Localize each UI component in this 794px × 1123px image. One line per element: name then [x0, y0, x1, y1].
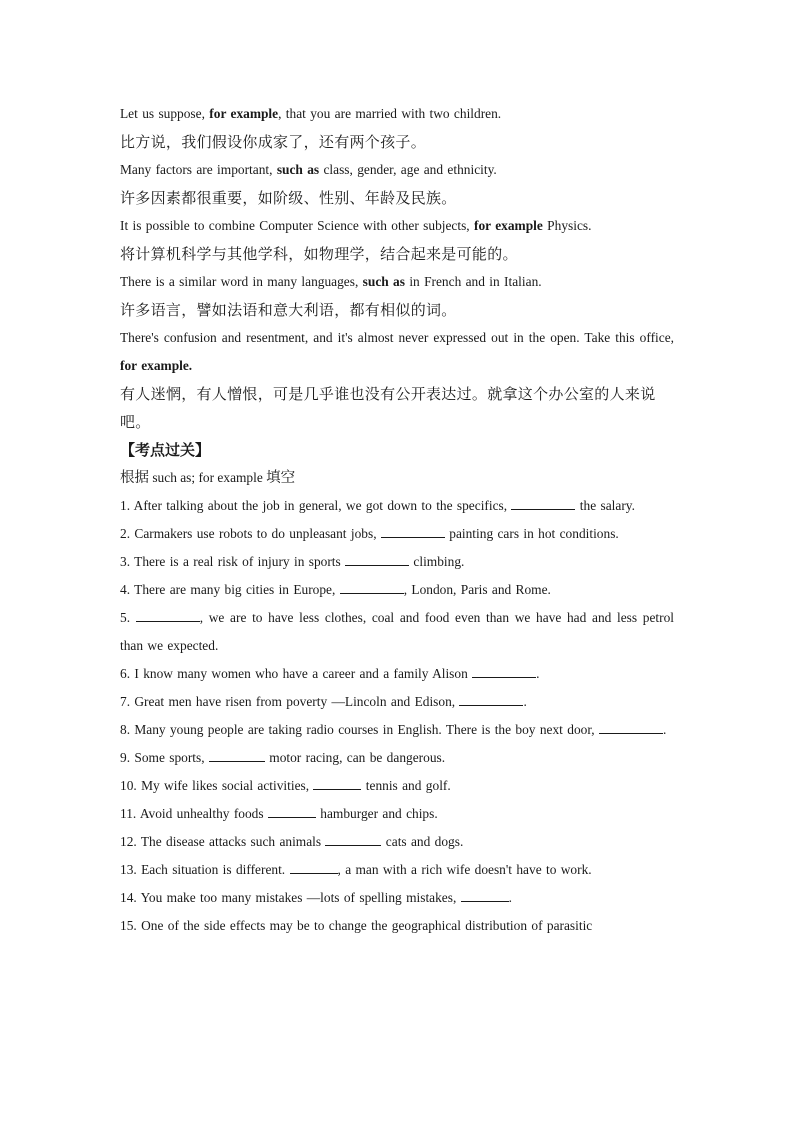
answer-blank[interactable] — [268, 803, 316, 818]
answer-blank[interactable] — [290, 859, 338, 874]
example-translation-zh: 许多语言，譬如法语和意大利语，都有相似的词。 — [120, 301, 457, 319]
exercise-text: 9. Some sports, — [120, 750, 209, 765]
exercise-text: the salary. — [575, 498, 635, 513]
exercise-text: . — [536, 666, 540, 681]
exercise-text: 2. Carmakers use robots to do unpleasant jobs, — [120, 526, 381, 541]
exercise-text: 1. After talking about the job in general, we got down to the specifics, — [120, 498, 512, 513]
exercise-text: 7. Great men have risen from poverty —Lincoln and Edison, — [120, 694, 460, 709]
exercise-text: tennis and golf. — [361, 778, 451, 793]
text-span: There's confusion and resentment, and it's almost never expressed out in the open. Take this office, — [120, 330, 674, 345]
keyword: for example — [209, 106, 279, 121]
keyword: for example. — [120, 358, 193, 373]
example-sentence-en — [120, 100, 674, 128]
answer-blank[interactable] — [313, 775, 361, 790]
exercise-text: , a man with a rich wife doesn't have to work. — [337, 862, 592, 877]
exercise-item — [120, 492, 674, 520]
example-sentence-en — [120, 324, 674, 380]
document-page — [120, 100, 674, 940]
exercise-item — [120, 576, 674, 604]
example-sentence-en — [120, 156, 674, 184]
text-span: Physics. — [542, 218, 592, 233]
exercise-text: . — [662, 722, 667, 737]
exercise-text: . — [523, 694, 527, 709]
keyword: such as — [276, 162, 320, 177]
instruction-suffix: 填空 — [266, 470, 296, 486]
text-span: Let us suppose, — [120, 106, 210, 121]
answer-blank[interactable] — [209, 747, 265, 762]
exercise-text: cats and dogs. — [381, 834, 464, 849]
exercise-text: , we are to have less clothes, coal and food even than we have had and less petrol than we expected. — [120, 610, 675, 653]
text-span: Many factors are important, — [120, 162, 277, 177]
example-translation-zh: 有人迷惘，有人憎恨，可是几乎谁也没有公开表达过。就拿这个办公室的人来说吧。 — [120, 385, 656, 431]
exercise-text: . — [508, 890, 513, 905]
exercise-text: 11. Avoid unhealthy foods — [120, 806, 268, 821]
keyword: for example — [474, 218, 543, 233]
exercise-text: 6. I know many women who have a career and a family Alison — [120, 666, 473, 681]
instruction-words: such as; for example — [149, 470, 267, 485]
exercise-text: 4. There are many big cities in Europe, — [120, 582, 340, 597]
example-translation-zh: 许多因素都很重要，如阶级、性别、年龄及民族。 — [120, 189, 457, 207]
exercise-item — [120, 604, 674, 660]
exercise-item — [120, 716, 674, 744]
exercise-text: hamburger and chips. — [315, 806, 438, 821]
answer-blank[interactable] — [461, 887, 509, 902]
example-translation-zh: 将计算机科学与其他学科，如物理学，结合起来是可能的。 — [120, 245, 518, 263]
answer-blank[interactable] — [459, 691, 523, 706]
exercise-text: 12. The disease attacks such animals — [120, 834, 326, 849]
exercise-text: 3. There is a real risk of injury in sports — [120, 554, 346, 569]
answer-blank[interactable] — [340, 579, 404, 594]
exercise-item — [120, 772, 674, 800]
exercise-text: 15. One of the side effects may be to change the geographical distribution of parasitic — [120, 918, 593, 933]
exercise-instruction — [120, 464, 674, 492]
exercise-item — [120, 660, 674, 688]
exercise-text: 13. Each situation is different. — [120, 862, 290, 877]
exercise-item — [120, 744, 674, 772]
exercise-text: climbing. — [409, 554, 465, 569]
answer-blank[interactable] — [325, 831, 381, 846]
exercise-item — [120, 688, 674, 716]
text-span: There is a similar word in many languages, — [120, 274, 363, 289]
text-span: It is possible to combine Computer Science with other subjects, — [120, 218, 475, 233]
text-span: class, gender, age and ethnicity. — [319, 162, 497, 177]
answer-blank[interactable] — [511, 495, 575, 510]
exercise-item — [120, 800, 674, 828]
exercise-text: 14. You make too many mistakes —lots of spelling mistakes, — [120, 890, 461, 905]
exercise-text: 8. Many young people are taking radio courses in English. There is the boy next door, — [120, 722, 599, 737]
instruction-prefix: 根据 — [120, 470, 149, 486]
answer-blank[interactable] — [472, 663, 536, 678]
exercise-item — [120, 520, 674, 548]
text-span: in French and in Italian. — [404, 274, 542, 289]
keyword: such as — [362, 274, 405, 289]
section-heading: 【考点过关】 — [120, 441, 211, 459]
exercise-text: motor racing, can be dangerous. — [264, 750, 446, 765]
exercise-item — [120, 548, 674, 576]
exercise-item — [120, 828, 674, 856]
answer-blank[interactable] — [599, 719, 663, 734]
answer-blank[interactable] — [136, 607, 200, 622]
example-sentence-en — [120, 212, 674, 240]
answer-blank[interactable] — [381, 523, 445, 538]
exercise-text: painting cars in hot conditions. — [444, 526, 619, 541]
exercise-text: 5. — [120, 610, 136, 625]
example-sentence-en — [120, 268, 674, 296]
exercise-item — [120, 884, 674, 912]
exercise-text: 10. My wife likes social activities, — [120, 778, 314, 793]
example-translation-zh: 比方说，我们假设你成家了，还有两个孩子。 — [120, 133, 427, 151]
exercise-item — [120, 856, 674, 884]
text-span: , that you are married with two children. — [278, 106, 502, 121]
answer-blank[interactable] — [345, 551, 409, 566]
exercise-text: , London, Paris and Rome. — [403, 582, 551, 597]
exercise-item — [120, 912, 674, 940]
